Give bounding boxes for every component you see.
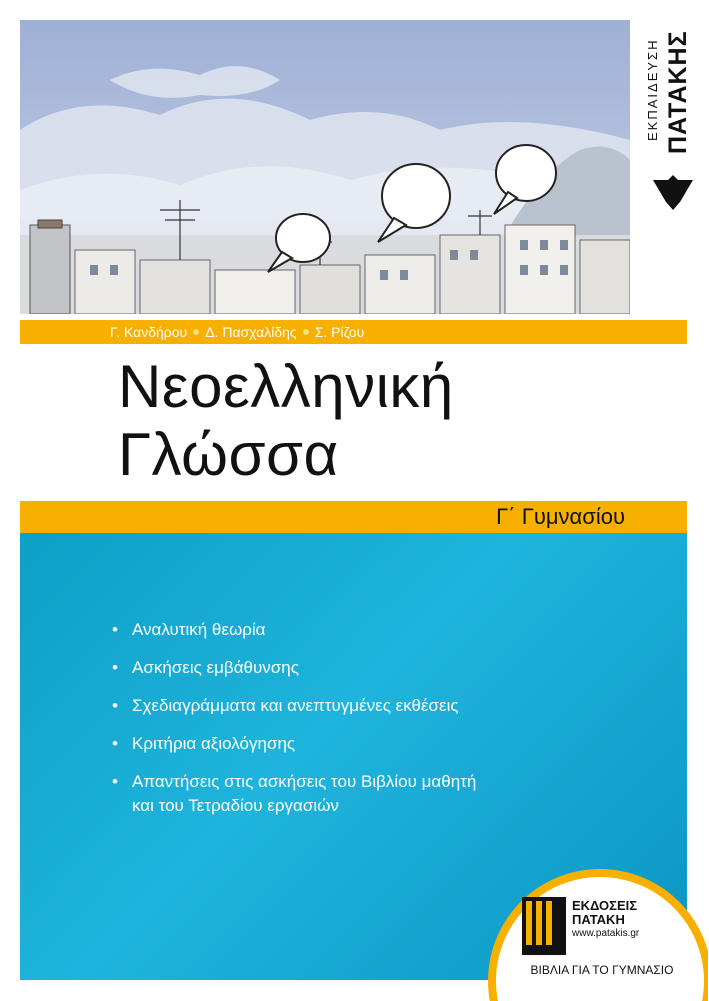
book-title-line-1: Νεοελληνική bbox=[118, 353, 454, 420]
bullet-icon: • bbox=[112, 620, 118, 639]
author-3: Σ. Ρίζου bbox=[314, 324, 365, 340]
grade-label: Γ΄ Γυμνασίου bbox=[496, 504, 625, 529]
publisher-label-big: ΠΑΤΑΚΗΣ bbox=[664, 30, 692, 155]
feature-item: • Αναλυτική θεωρία bbox=[112, 618, 476, 642]
badge-tagline: ΒΙΒΛΙΑ ΓΙΑ ΤΟ ΓΥΜΝΑΣΙΟ bbox=[530, 963, 674, 977]
cover-illustration bbox=[20, 20, 630, 314]
badge-url: www.patakis.gr bbox=[572, 928, 640, 939]
bullet-icon: • bbox=[112, 658, 118, 677]
bullet-icon: • bbox=[112, 696, 118, 715]
grade-band bbox=[20, 501, 687, 533]
badge-publisher-line-2: ΠΑΤΑΚΗ bbox=[572, 912, 625, 927]
badge-publisher-line-1: ΕΚΔΟΣΕΙΣ bbox=[572, 898, 638, 913]
features-list bbox=[112, 618, 476, 832]
authors-list bbox=[110, 320, 364, 344]
feature-item: • Ασκήσεις εμβάθυνσης bbox=[112, 656, 476, 680]
publisher-badge bbox=[482, 869, 708, 1001]
author-1: Γ. Κανδήρου bbox=[110, 324, 188, 340]
author-2: Δ. Πασχαλίδης bbox=[205, 324, 297, 340]
bullet-icon: • bbox=[112, 734, 118, 753]
feature-item: • Σχεδιαγράμματα και ανεπτυγμένες εκθέσεις bbox=[112, 694, 476, 718]
authors-band bbox=[20, 320, 687, 344]
feature-item: • Κριτήρια αξιολόγησης bbox=[112, 732, 476, 756]
books-logo-icon bbox=[522, 897, 566, 955]
publisher-logo-icon bbox=[648, 172, 698, 212]
book-title-line-2: Γλώσσα bbox=[118, 421, 339, 488]
feature-item: • Απαντήσεις στις ασκήσεις του Βιβλίου μαθητή και του Τετραδίου εργασιών bbox=[112, 772, 477, 815]
rooftops-illustration bbox=[20, 20, 630, 314]
separator-dot-icon bbox=[193, 329, 199, 335]
publisher-label-small: ΕΚΠΑΙΔΕΥΣΗ bbox=[645, 38, 660, 142]
separator-dot-icon bbox=[303, 329, 309, 335]
bullet-icon: • bbox=[112, 772, 118, 791]
